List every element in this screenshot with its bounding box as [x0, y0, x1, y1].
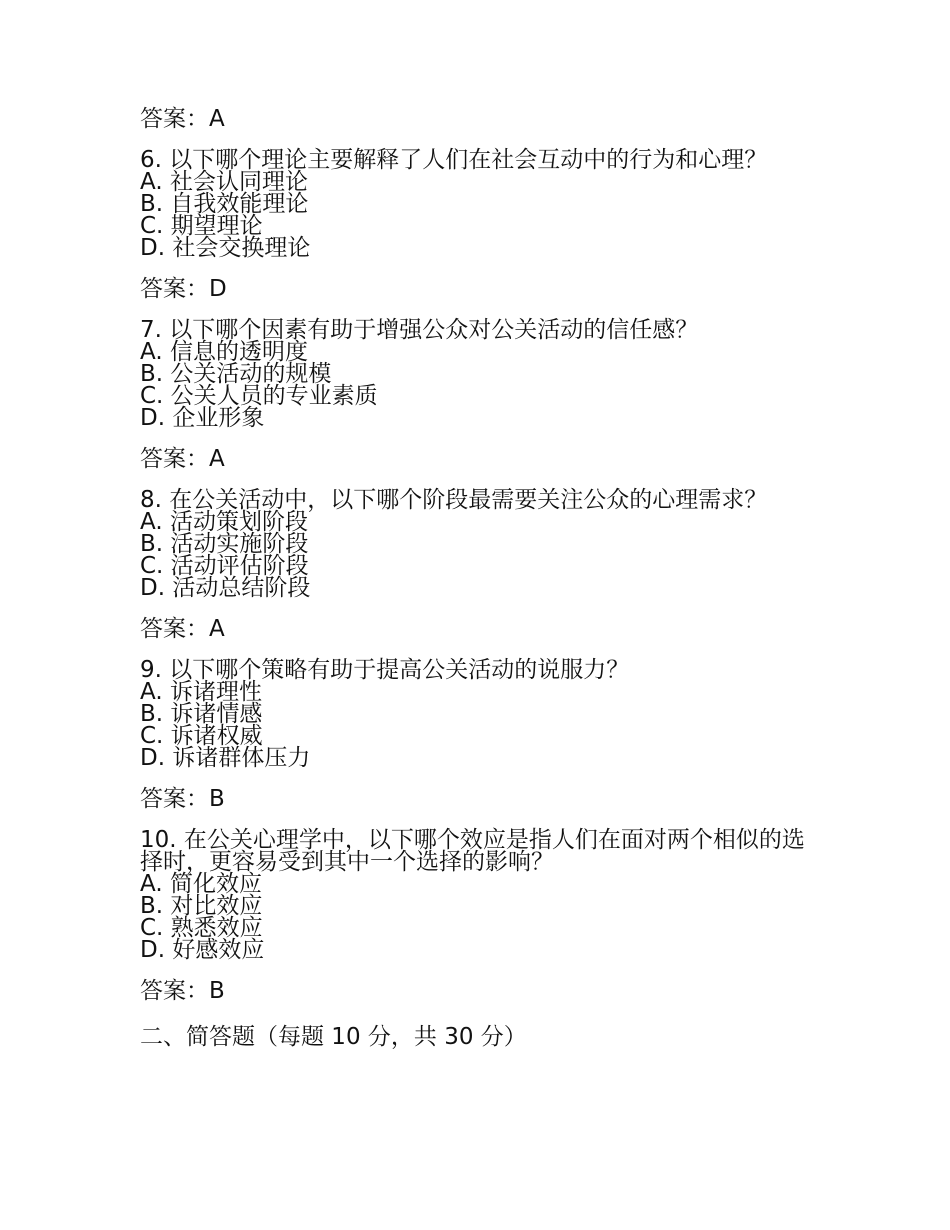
- answer-6: 答案：D: [140, 276, 227, 302]
- question-8-option-a: A. 活动策划阶段: [140, 509, 308, 535]
- question-10: [140, 829, 820, 961]
- question-8-text: 8. 在公关活动中，以下哪个阶段最需要关注公众的心理需求？: [140, 487, 768, 513]
- question-7: [140, 319, 820, 429]
- answer-5: 答案：A: [140, 106, 225, 132]
- question-6-option-d: D. 社会交换理论: [140, 235, 311, 261]
- question-6-option-a: A. 社会认同理论: [140, 169, 308, 195]
- question-8-option-b: B. 活动实施阶段: [140, 531, 309, 557]
- question-9-option-a: A. 诉诸理性: [140, 679, 262, 705]
- question-10-option-b: B. 对比效应: [140, 893, 263, 919]
- question-10-option-d: D. 好感效应: [140, 937, 265, 963]
- question-8-option-c: C. 活动评估阶段: [140, 553, 309, 579]
- question-6-option-b: B. 自我效能理论: [140, 191, 309, 217]
- question-7-option-d: D. 企业形象: [140, 405, 265, 431]
- answer-8: 答案：A: [140, 616, 225, 642]
- question-7-text: 7. 以下哪个因素有助于增强公众对公关活动的信任感？: [140, 317, 699, 343]
- question-7-option-a: A. 信息的透明度: [140, 339, 308, 365]
- question-9: [140, 659, 820, 769]
- question-8-option-d: D. 活动总结阶段: [140, 575, 311, 601]
- question-7-option-b: B. 公关活动的规模: [140, 361, 332, 387]
- question-6-option-c: C. 期望理论: [140, 213, 263, 239]
- question-6: [140, 149, 820, 259]
- answer-10: 答案：B: [140, 978, 225, 1004]
- answer-9: 答案：B: [140, 786, 225, 812]
- question-9-text: 9. 以下哪个策略有助于提高公关活动的说服力？: [140, 657, 630, 683]
- question-10-option-a: A. 简化效应: [140, 871, 262, 897]
- question-7-option-c: C. 公关人员的专业素质: [140, 383, 378, 409]
- document-page: [140, 103, 820, 1076]
- question-10-text: 10. 在公关心理学中，以下哪个效应是指人们在面对两个相似的选择时，更容易受到其中一个选择的影响？: [140, 827, 805, 875]
- question-9-option-d: D. 诉诸群体压力: [140, 745, 311, 771]
- question-10-option-c: C. 熟悉效应: [140, 915, 263, 941]
- section-title: 二、简答题（每题 10 分，共 30 分）: [140, 1024, 527, 1050]
- question-6-text: 6. 以下哪个理论主要解释了人们在社会互动中的行为和心理？: [140, 147, 768, 173]
- question-9-option-b: B. 诉诸情感: [140, 701, 263, 727]
- answer-7: 答案：A: [140, 446, 225, 472]
- question-8: [140, 489, 820, 599]
- question-9-option-c: C. 诉诸权威: [140, 723, 263, 749]
